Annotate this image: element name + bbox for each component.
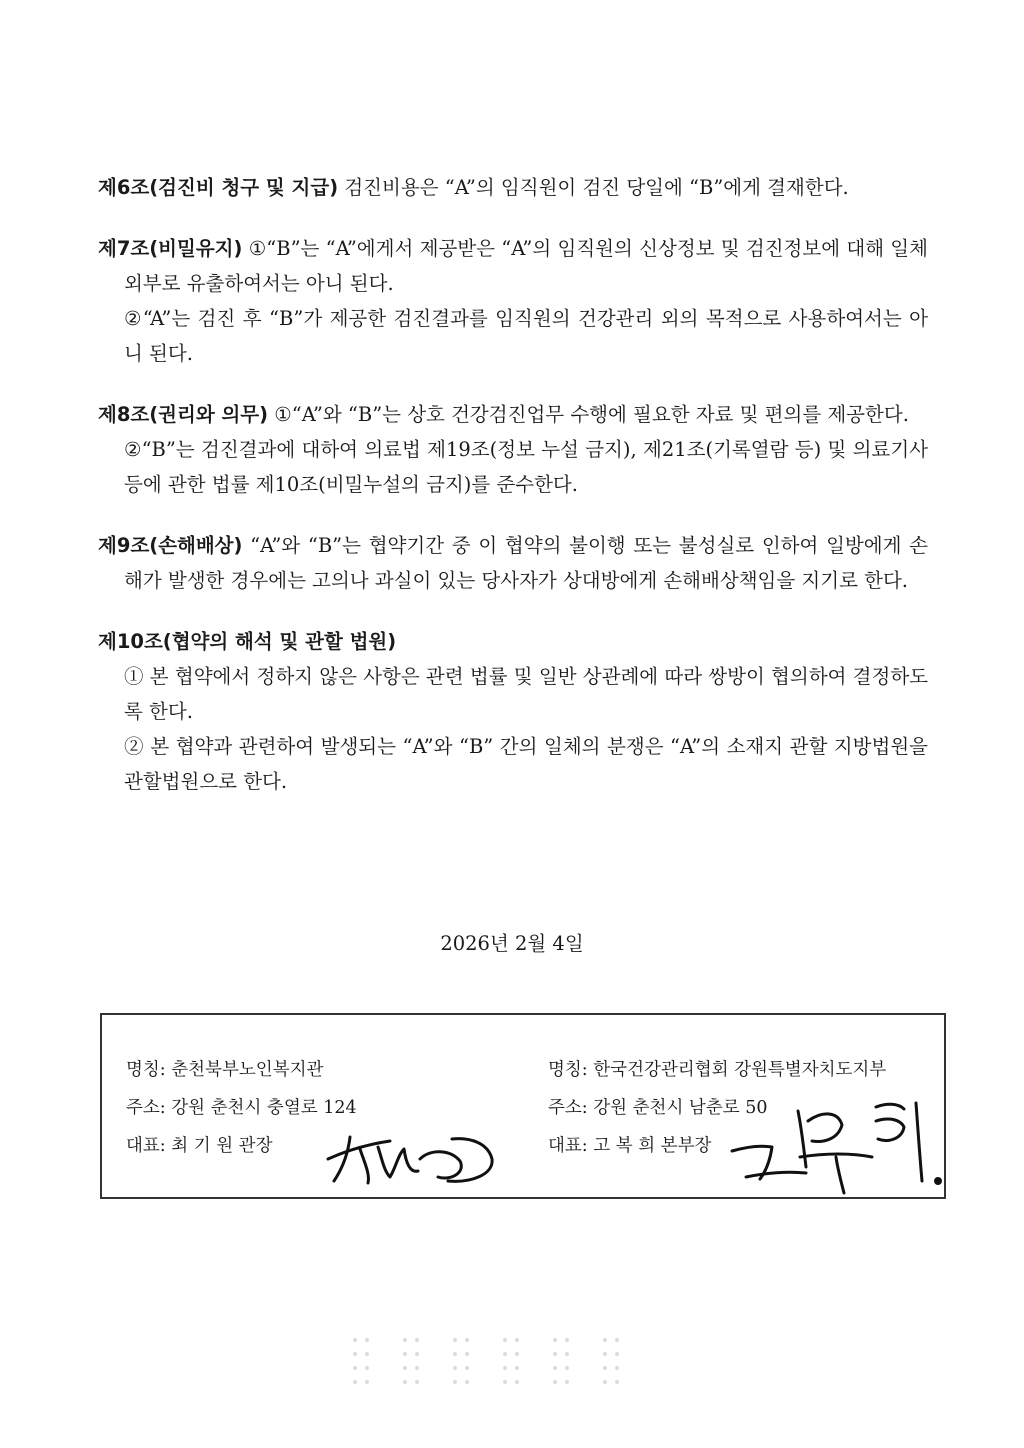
party-b-name: 명칭: 한국건강관리협회 강원특별자치도지부 [548, 1060, 887, 1080]
party-b-representative: 대표: 고 복 희 본부장 [548, 1136, 712, 1156]
article-title: 제10조(협약의 해석 및 관할 법원) [98, 630, 397, 653]
party-b [548, 1051, 886, 1165]
article-clause: ②“A”는 검진 후 “B”가 제공한 검진결과를 임직원의 건강관리 외의 목적으로 사용하여서는 아니 된다. [124, 307, 928, 365]
article-9-text [98, 528, 928, 598]
contract-date: 2026년 2월 4일 [440, 932, 584, 955]
article-title: 제7조(비밀유지) [98, 237, 243, 260]
signature-box [100, 1013, 946, 1199]
watermark-icon [345, 1330, 645, 1400]
article-list [98, 170, 928, 799]
article-8-text [98, 397, 928, 432]
article-6-text [98, 170, 928, 205]
article-body: ①“A”와 “B”는 상호 건강검진업무 수행에 필요한 자료 및 편의를 제공한다. [268, 403, 909, 426]
article-title: 제6조(검진비 청구 및 지급) [98, 176, 339, 199]
article-10 [98, 624, 928, 799]
article-body: 검진비용은 “A”의 임직원이 검진 당일에 “B”에게 결재한다. [338, 176, 849, 199]
article-body: ①“B”는 “A”에게서 제공받은 “A”의 임직원의 신상정보 및 검진정보에 대해 일체 외부로 유출하여서는 아니 된다. [124, 237, 928, 295]
article-6 [98, 170, 928, 205]
party-a-representative: 대표: 최 기 원 관장 [126, 1136, 273, 1156]
party-b-address: 주소: 강원 춘천시 남춘로 50 [548, 1098, 768, 1118]
party-a-name: 명칭: 춘천북부노인복지관 [126, 1060, 324, 1080]
article-7 [98, 231, 928, 371]
article-body: “A”와 “B”는 협약기간 중 이 협약의 불이행 또는 불성실로 인하여 일방에게 손해가 발생한 경우에는 고의나 과실이 있는 당사자가 상대방에게 손해배상책임을 지기로 한다. [124, 534, 928, 592]
article-title: 제9조(손해배상) [98, 534, 243, 557]
article-clause: ②“B”는 검진결과에 대하여 의료법 제19조(정보 누설 금지), 제21조(기록열람 등) 및 의료기사 등에 관한 법률 제10조(비밀누설의 금지)를 준수한다. [124, 438, 928, 496]
party-a-address: 주소: 강원 춘천시 충열로 124 [126, 1098, 357, 1118]
article-clause: ① 본 협약에서 정하지 않은 사항은 관련 법률 및 일반 상관례에 따라 쌍방이 협의하여 결정하도록 한다. [124, 665, 928, 723]
party-a [126, 1051, 357, 1165]
article-7-text [98, 231, 928, 301]
article-clause: ② 본 협약과 관련하여 발생되는 “A”와 “B” 간의 일체의 분쟁은 “A”의 소재지 관할 지방법원을 관할법원으로 한다. [124, 735, 928, 793]
article-8 [98, 397, 928, 502]
article-9 [98, 528, 928, 598]
article-title: 제8조(권리와 의무) [98, 403, 269, 426]
article-10-text [98, 624, 928, 659]
